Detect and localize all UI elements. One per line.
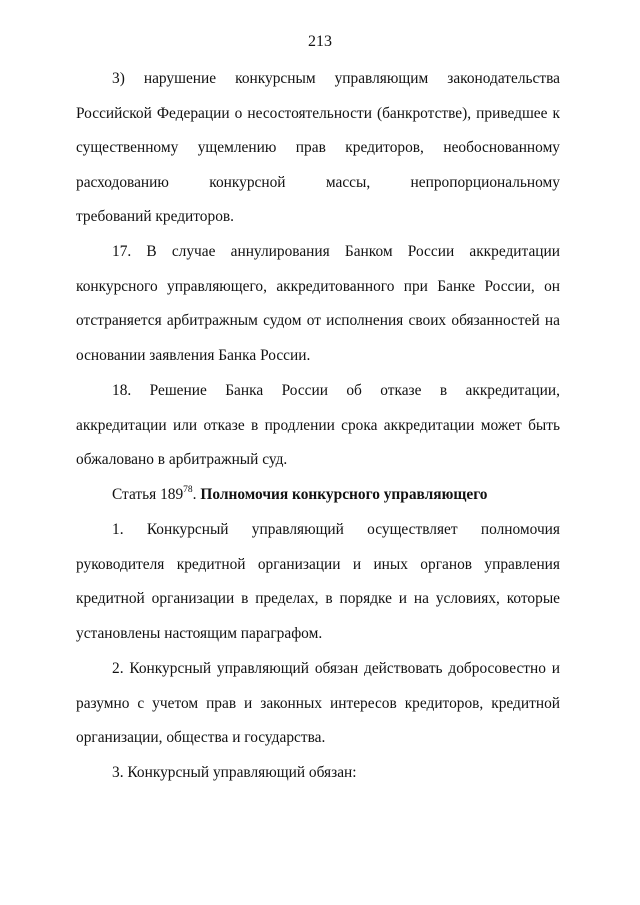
paragraph-18	[76, 374, 560, 478]
text-line: разумно с учетом прав и законных интересов кредиторов, кредитной	[76, 694, 560, 712]
text-line: Российской Федерации о несостоятельности (банкротстве), приведшее к	[76, 104, 560, 122]
text-line: конкурсного управляющего, аккредитованного при Банке России, он	[76, 277, 560, 295]
text-line: обжаловано в арбитражный суд.	[76, 451, 288, 469]
paragraph-2	[76, 652, 560, 756]
text-line: основании заявления Банка России.	[76, 346, 311, 364]
text-line: организации, общества и государства.	[76, 729, 326, 747]
article-title: Полномочия конкурсного управляющего	[200, 486, 488, 503]
text-line: 3) нарушение конкурсным управляющим законодательства	[112, 70, 560, 87]
paragraph-17	[76, 235, 560, 373]
text-line: 2. Конкурсный управляющий обязан действовать добросовестно и	[112, 660, 560, 677]
text-line: 17. В случае аннулирования Банком России аккредитации	[112, 243, 560, 260]
article-heading-line	[76, 478, 560, 513]
text-line: аккредитации или отказе в продлении срока аккредитации может быть	[76, 416, 560, 434]
text-line: установлены настоящим параграфом.	[76, 624, 323, 642]
paragraph-item-3	[76, 62, 560, 235]
paragraph-1	[76, 513, 560, 651]
article-dot: .	[192, 486, 197, 503]
text-line: кредитной организации в пределах, в порядке и на условиях, которые	[76, 590, 560, 608]
text-line: 3. Конкурсный управляющий обязан:	[112, 764, 357, 781]
text-line: руководителя кредитной организации и иных органов управления	[76, 555, 560, 573]
article-prefix: Статья 189	[112, 486, 184, 503]
article-heading	[76, 478, 560, 513]
text-line: 1. Конкурсный управляющий осуществляет полномочия	[112, 521, 560, 538]
text-line: отстраняется арбитражным судом от исполнения своих обязанностей на	[76, 312, 560, 330]
text-line: существенному ущемлению прав кредиторов, необоснованному	[76, 139, 560, 157]
text-line: требований кредиторов.	[76, 208, 235, 226]
article-superscript: 78	[183, 485, 193, 495]
text-line: расходованию конкурсной массы, непропорциональному	[76, 173, 560, 191]
text-line: 18. Решение Банка России об отказе в аккредитации,	[112, 382, 560, 399]
page-number: 213	[308, 33, 332, 50]
paragraph-3	[76, 756, 560, 791]
